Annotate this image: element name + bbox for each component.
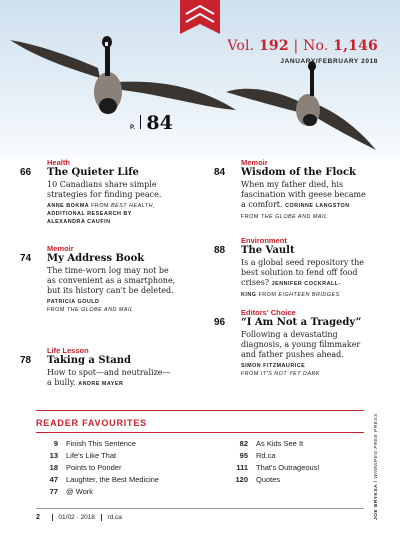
entry-title: “I Am Not a Tragedy” [241,317,362,328]
entry-page-number: 78 [20,355,32,366]
toc-entry-health[interactable] [20,158,190,226]
entry-description: The time-worn log may not be as convenient as a smartphone, but its history can't be deleted. [47,266,176,295]
entry-page-number: 74 [20,253,32,264]
entry-title: Wisdom of the Flock [241,167,356,178]
entry-credit: SIMON FITZMAURICE FROM IT'S NOT YET DARK [241,363,321,377]
entry-credit-source: FROM THE GLOBE AND MAIL [241,214,328,220]
entry-title: My Address Book [47,253,145,264]
entry-category: Editors' Choice [241,308,296,317]
toc-entry-my-address-book[interactable] [20,244,190,314]
favourite-item[interactable]: 13 Life's Like That [49,450,117,460]
favourite-item[interactable]: 47 Laughter, the Best Medicine [49,474,159,484]
page-ref-label: P. [130,125,135,131]
toc-entry-wisdom-of-the-flock[interactable] [214,158,384,221]
entry-description: 10 Canadians share simple strategies for finding peace. [47,180,162,199]
entry-title: The Vault [241,245,295,256]
entry-description: Is a global seed repository the best solution to fend off food crises? JENNIFER COCKRALL- [241,258,365,287]
masthead [227,38,378,65]
entry-credit-source: KING FROM EIGHTEEN BRIDGES [241,292,340,298]
favourite-item[interactable]: 111 That's Outrageous! [236,462,320,472]
favourite-item[interactable]: 120 Quotes [235,474,281,484]
entry-page-number: 66 [20,167,32,178]
no-label: No. [303,38,329,54]
entry-credit: CORINNE LANGSTON [285,203,350,209]
favourite-item[interactable]: 82 As Kids See It [239,438,304,448]
page-footer [36,514,122,521]
issue-date: JANUARY/FEBRUARY 2018 [280,58,378,65]
vol-label: Vol. [227,38,255,54]
favourite-item[interactable]: 9 Finish This Sentence [53,438,136,448]
favourites-left-column [36,437,159,497]
photo-credit: JOE BRYKSA / WINNIPEG FREE PRESS [374,413,379,520]
toc-entry-the-vault[interactable] [214,236,384,299]
entry-page-number: 88 [214,245,226,256]
entry-title: The Quieter Life [47,167,139,178]
entry-category: Life Lesson [47,346,89,355]
vol-number: 192 [258,38,289,54]
entry-page-number: 84 [214,167,226,178]
entry-category: Health [47,158,70,167]
goose-left-image [8,30,238,122]
favourites-heading-rule [36,432,364,433]
entry-credit: ANDRE MAYER [78,381,124,387]
favourite-item[interactable]: 18 Points to Ponder [49,462,122,472]
footer-site: rd.ca [107,514,122,521]
entry-category: Memoir [47,244,74,253]
toc-entry-taking-a-stand[interactable] [20,346,195,389]
ribbon-bookmark-icon [180,0,220,34]
entry-credit: ANNE BOKMA FROM BEST HEALTH, ADDITIONAL RESEARCH BY ALEXANDRA CAUFIN [47,203,155,225]
no-number: 1,146 [333,38,378,54]
toc-entry-i-am-not-a-tragedy[interactable] [214,308,384,378]
favourites-top-rule [36,410,364,411]
favourites-heading: READER FAVOURITES [36,418,147,428]
entry-credit: PATRICIA GOULD FROM THE GLOBE AND MAIL [47,299,134,313]
favourite-item[interactable]: 95 Rd.ca [239,450,276,460]
favourite-item[interactable]: 77 @ Work [49,486,94,496]
entry-description: Following a devastating diagnosis, a young filmmaker and father pushes ahead. [241,330,361,359]
entry-page-number: 96 [214,317,226,328]
entry-description: When my father died, his fascination with geese became a comfort. CORINNE LANGSTON [241,180,366,209]
entry-category: Memoir [241,158,268,167]
footer-page-number: 2 [36,514,40,521]
footer-date: 01/02 · 2018 [58,514,95,521]
goose-right-image [224,60,378,152]
photo-page-reference [130,112,173,134]
entry-credit: JENNIFER COCKRALL- [271,281,341,287]
entry-description: How to spot—and neutralize— a bully. ANDRE MAYER [47,368,171,387]
volume-issue-line: Vol. 192 | No. 1,146 [227,38,378,54]
page-ref-divider [140,115,142,129]
footer-rule [36,508,364,509]
entry-category: Environment [241,236,287,245]
favourites-right-column [226,437,320,485]
page-ref-number: 84 [146,112,173,134]
entry-title: Taking a Stand [47,355,131,366]
